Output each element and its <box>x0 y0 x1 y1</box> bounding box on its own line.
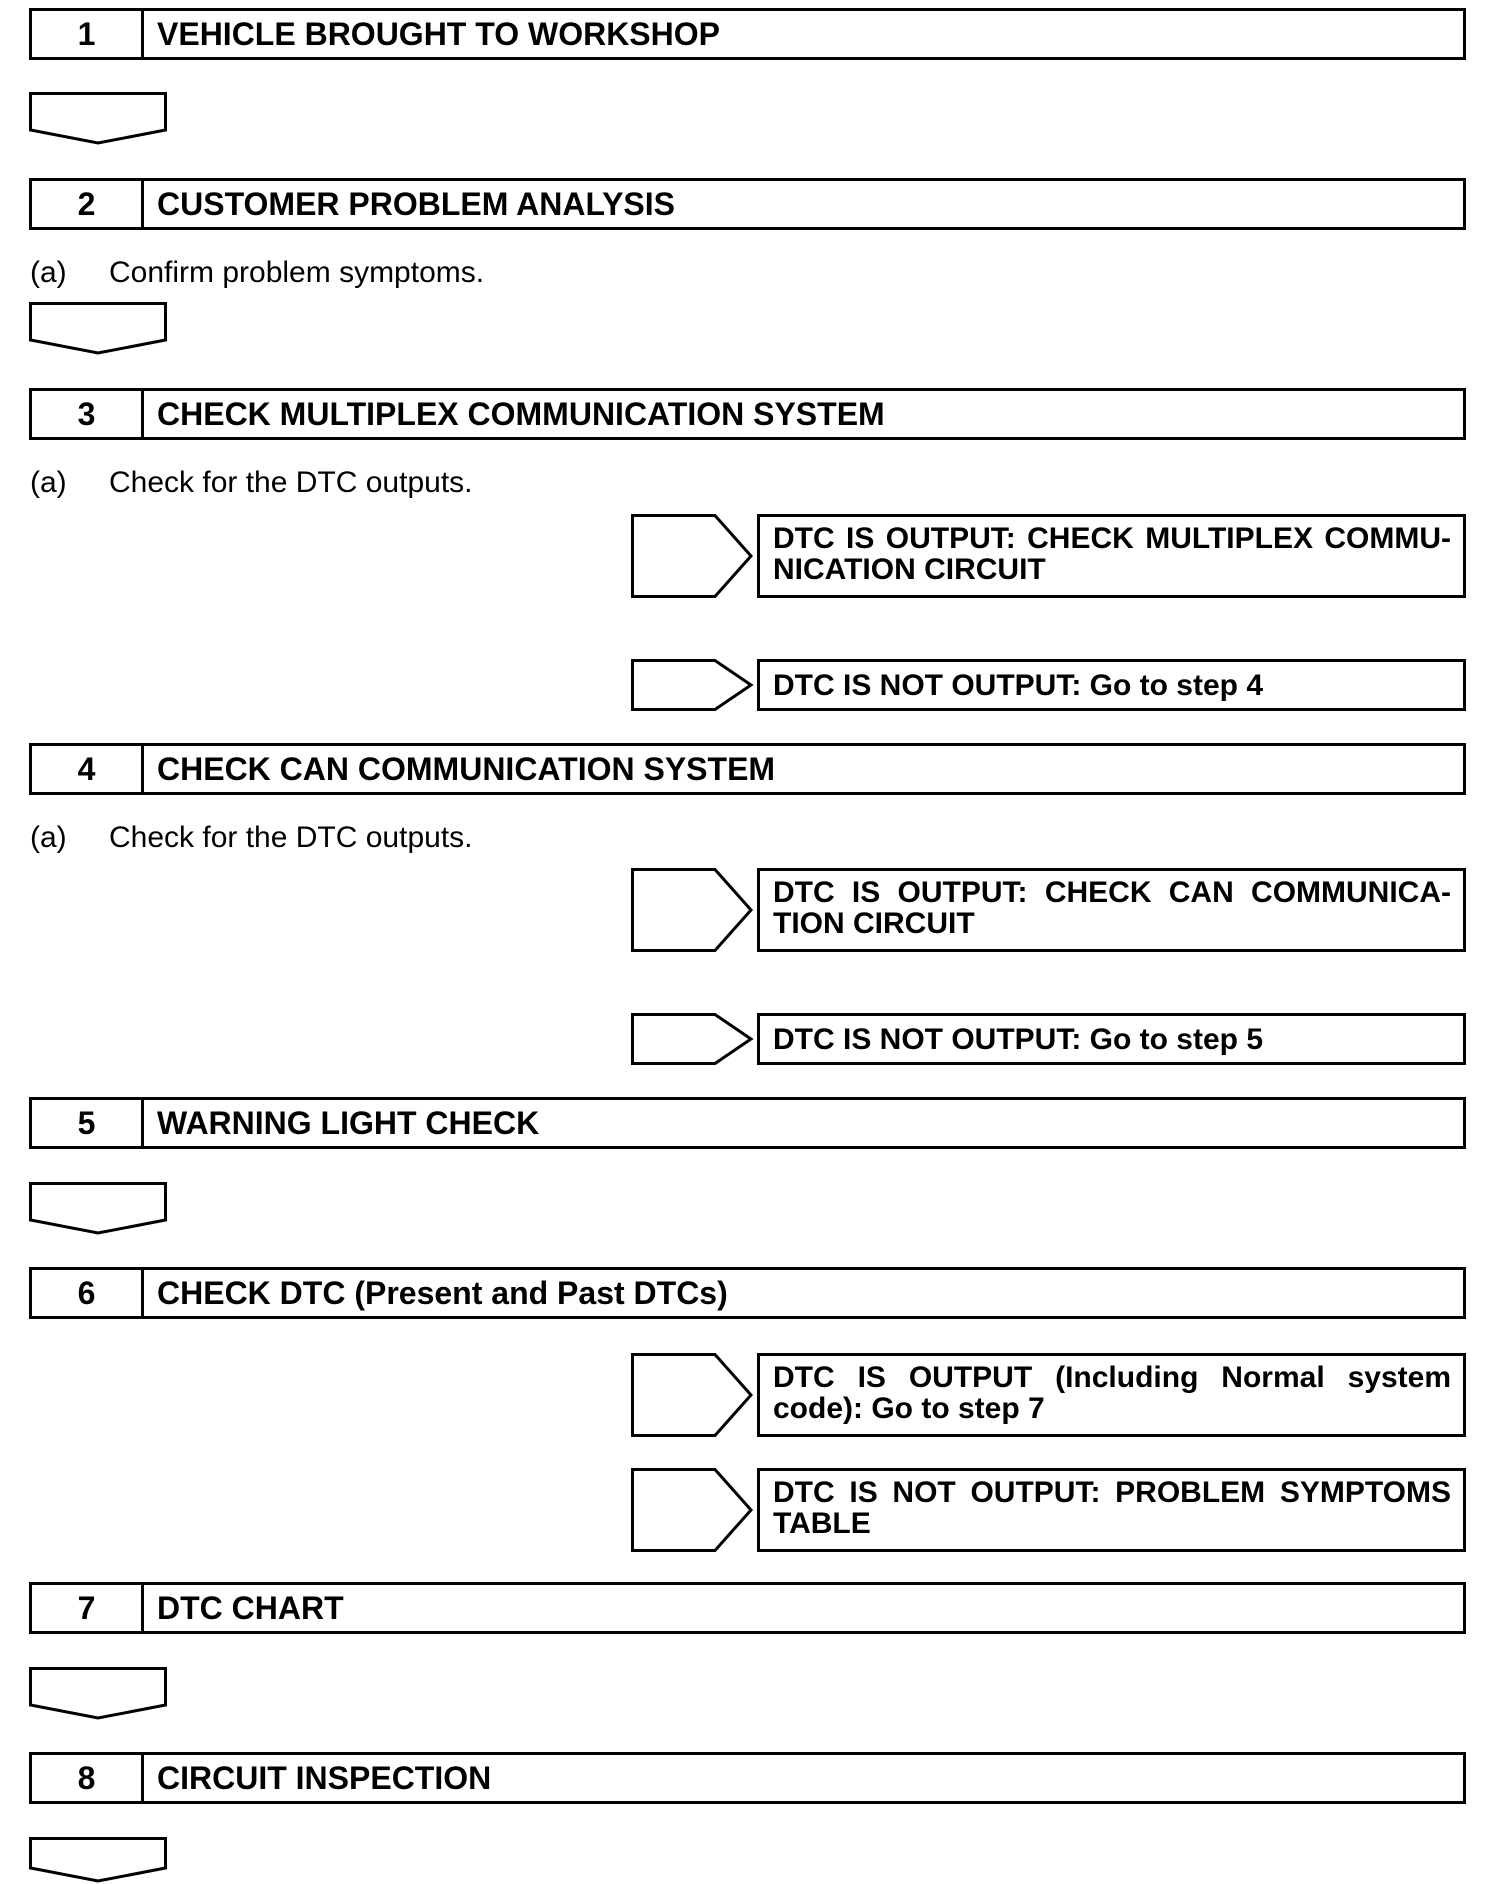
step-6-result-output: DTC IS OUTPUT (Including Normal system code): Go to step 7 <box>757 1353 1466 1437</box>
instruction-text: Check for the DTC outputs. <box>109 466 473 499</box>
down-arrow-icon <box>29 1667 167 1721</box>
instruction-label: (a) <box>30 256 67 289</box>
step-4-result-not-output: DTC IS NOT OUTPUT: Go to step 5 <box>757 1013 1466 1065</box>
step-title: CHECK CAN COMMUNICATION SYSTEM <box>157 750 776 787</box>
step-title: CHECK MULTIPLEX COMMUNICATION SYSTEM <box>157 395 885 432</box>
step-4-box <box>29 743 1466 795</box>
step-6-result-not-output: DTC IS NOT OUTPUT: PROBLEM SYMPTOMS TABLE <box>757 1468 1466 1552</box>
step-3-result-not-output: DTC IS NOT OUTPUT: Go to step 4 <box>757 659 1466 711</box>
instruction-text: Check for the DTC outputs. <box>109 821 473 854</box>
right-arrow-icon <box>631 1468 753 1552</box>
right-arrow-icon <box>631 659 753 711</box>
instruction-text: Confirm problem symptoms. <box>109 256 485 289</box>
step-number: 1 <box>32 11 144 57</box>
step-4-result-output: DTC IS OUTPUT: CHECK CAN COMMUNICA- TION CIRCUIT <box>757 868 1466 952</box>
step-number: 6 <box>32 1270 144 1316</box>
step-number: 4 <box>32 746 144 792</box>
step-5-box <box>29 1097 1466 1149</box>
step-title: CUSTOMER PROBLEM ANALYSIS <box>157 185 675 222</box>
step-number: 3 <box>32 391 144 437</box>
right-arrow-icon <box>631 514 753 598</box>
step-title: WARNING LIGHT CHECK <box>157 1104 540 1141</box>
step-8-box <box>29 1752 1466 1804</box>
step-title: CHECK DTC (Present and Past DTCs) <box>157 1274 728 1311</box>
step-title: CIRCUIT INSPECTION <box>157 1759 492 1796</box>
step-3-instruction <box>30 466 473 500</box>
right-arrow-icon <box>631 1353 753 1437</box>
step-title: VEHICLE BROUGHT TO WORKSHOP <box>157 15 720 52</box>
right-arrow-icon <box>631 868 753 952</box>
instruction-label: (a) <box>30 821 67 854</box>
right-arrow-icon <box>631 1013 753 1065</box>
step-7-box <box>29 1582 1466 1634</box>
step-3-result-output: DTC IS OUTPUT: CHECK MULTIPLEX COMMU- NICATION CIRCUIT <box>757 514 1466 598</box>
step-2-instruction <box>30 256 484 290</box>
down-arrow-icon <box>29 1837 167 1883</box>
step-number: 8 <box>32 1755 144 1801</box>
step-1-box <box>29 8 1466 60</box>
step-3-box <box>29 388 1466 440</box>
instruction-label: (a) <box>30 466 67 499</box>
step-6-box <box>29 1267 1466 1319</box>
step-number: 5 <box>32 1100 144 1146</box>
down-arrow-icon <box>29 92 167 146</box>
down-arrow-icon <box>29 302 167 356</box>
step-number: 7 <box>32 1585 144 1631</box>
step-4-instruction <box>30 821 473 855</box>
step-title: DTC CHART <box>157 1589 344 1626</box>
down-arrow-icon <box>29 1182 167 1236</box>
step-number: 2 <box>32 181 144 227</box>
step-2-box <box>29 178 1466 230</box>
